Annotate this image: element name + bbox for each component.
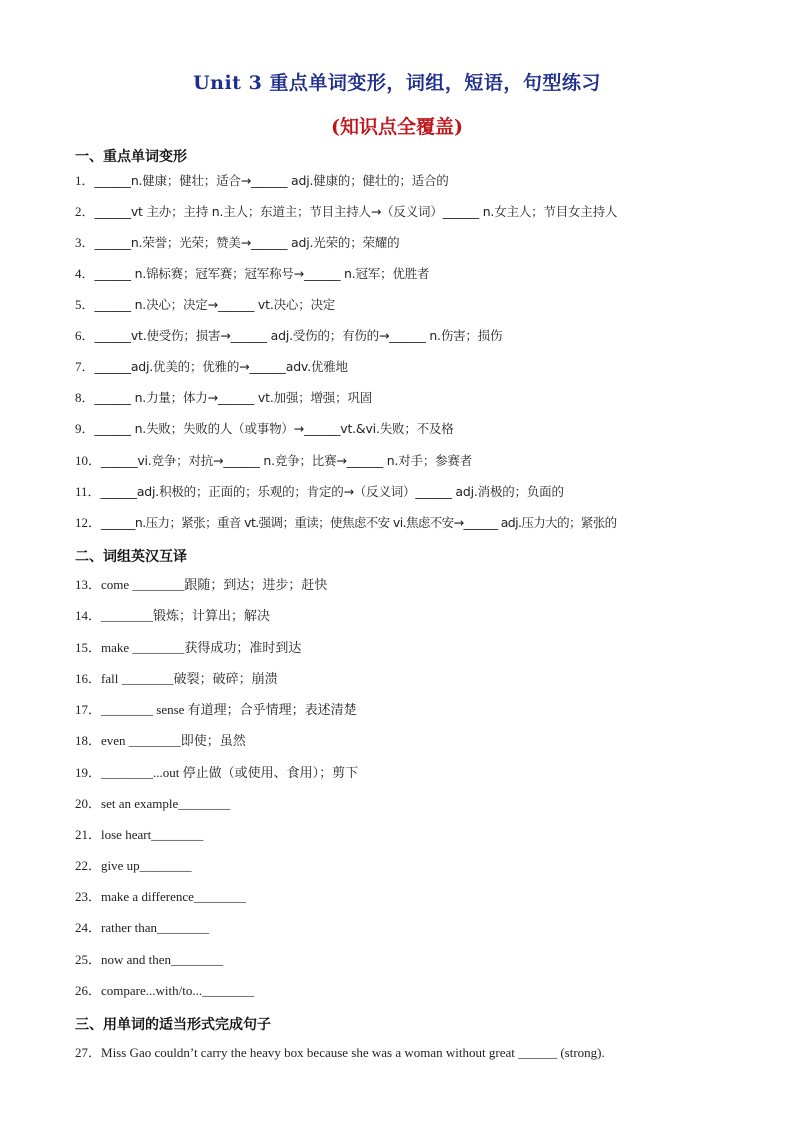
item-text: ________ sense 有道理；合乎情理；表述清楚 <box>101 702 357 717</box>
item-number: 13． <box>75 577 102 592</box>
exercise-item <box>75 920 209 936</box>
exercise-item <box>75 1045 605 1061</box>
item-number: 15． <box>75 640 102 655</box>
item-text: ______vt.使受伤；损害→______ adj.受伤的；有伤的→______ n.伤害；损伤 <box>94 328 503 343</box>
item-number: 23． <box>75 889 102 904</box>
item-number: 8． <box>75 390 95 405</box>
item-text: make a difference________ <box>101 889 246 904</box>
item-number: 26． <box>75 983 102 998</box>
exercise-item <box>75 390 372 406</box>
item-text: now and then________ <box>101 952 224 967</box>
section-heading-sentence-completion: 三、用单词的适当形式完成句子 <box>75 1017 271 1033</box>
exercise-item <box>75 983 254 999</box>
page-subtitle: (知识点全覆盖) <box>331 116 463 138</box>
exercise-item <box>75 889 246 905</box>
exercise-item <box>75 733 246 749</box>
exercise-item <box>75 453 472 469</box>
item-text: come ________跟随；到达；进步；赶快 <box>101 577 328 592</box>
item-text: even ________即使；虽然 <box>101 733 246 748</box>
item-text: rather than________ <box>101 920 209 935</box>
item-text: ______ n.锦标赛；冠军赛；冠军称号→______ n.冠军；优胜者 <box>94 266 430 281</box>
exercise-item <box>75 173 449 189</box>
exercise-item <box>75 297 335 313</box>
section-heading-phrase-translation: 二、词组英汉互译 <box>75 549 187 565</box>
exercise-item <box>75 608 270 624</box>
item-number: 11． <box>75 484 101 499</box>
exercise-item <box>75 577 327 593</box>
item-number: 27． <box>75 1045 102 1060</box>
item-text: give up________ <box>101 858 192 873</box>
section-heading-word-forms: 一、重点单词变形 <box>75 149 187 165</box>
item-number: 17． <box>75 702 102 717</box>
item-number: 19． <box>75 765 102 780</box>
item-text: ______n.荣誉；光荣；赞美→______ adj.光荣的；荣耀的 <box>94 235 400 250</box>
item-text: lose heart________ <box>101 827 204 842</box>
exercise-item <box>75 235 399 251</box>
item-number: 18． <box>75 733 102 748</box>
exercise-item <box>75 702 357 718</box>
exercise-item <box>75 765 358 781</box>
item-text: ______vt 主办；主持 n.主人；东道主；节目主持人→（反义词）______ n.女主人；节目女主持人 <box>94 204 618 219</box>
page-title: Unit 3 重点单词变形，词组，短语，句型练习 <box>193 72 601 94</box>
exercise-item <box>75 328 502 344</box>
exercise-item <box>75 671 278 687</box>
item-text: ______adj.优美的；优雅的→______adv.优雅地 <box>94 359 348 374</box>
item-number: 7． <box>75 359 95 374</box>
exercise-item <box>75 421 454 437</box>
item-number: 16． <box>75 671 102 686</box>
item-number: 14． <box>75 608 102 623</box>
item-text: ________锻炼；计算出；解决 <box>101 608 271 623</box>
exercise-item <box>75 827 203 843</box>
item-number: 1． <box>75 173 95 188</box>
item-text: ______n.健康；健壮；适合→______ adj.健康的；健壮的；适合的 <box>94 173 449 188</box>
item-number: 22． <box>75 858 102 873</box>
exercise-item <box>75 952 223 968</box>
item-text: ________...out 停止做（或使用、食用）；剪下 <box>101 765 359 780</box>
exercise-item <box>75 640 301 656</box>
exercise-item <box>75 796 230 812</box>
item-number: 12． <box>75 515 102 530</box>
item-number: 4． <box>75 266 95 281</box>
item-number: 9． <box>75 421 95 436</box>
item-number: 20． <box>75 796 102 811</box>
exercise-item <box>75 515 617 531</box>
item-text: ______adj.积极的；正面的；乐观的；肯定的→（反义词）______ adj.消极的；负面的 <box>100 484 564 499</box>
exercise-item <box>75 359 348 375</box>
item-text: fall ________破裂；破碎；崩溃 <box>101 671 278 686</box>
exercise-item <box>75 266 429 282</box>
item-text: compare...with/to...________ <box>101 983 255 998</box>
exercise-item <box>75 204 617 220</box>
item-number: 21． <box>75 827 102 842</box>
item-text: ______ n.力量；体力→______ vt.加强；增强；巩固 <box>94 390 373 405</box>
item-number: 5． <box>75 297 95 312</box>
item-text: make ________获得成功；准时到达 <box>101 640 302 655</box>
item-text: ______vi.竞争；对抗→______ n.竞争；比赛→______ n.对手；参赛者 <box>101 453 473 468</box>
item-text: ______n.压力；紧张；重音 vt.强调；重读；使焦虑不安 vi.焦虑不安→______ adj.压力大的；紧张的 <box>101 515 617 530</box>
item-number: 6． <box>75 328 95 343</box>
item-text: ______ n.失败；失败的人（或事物）→______vt.&vi.失败；不及格 <box>94 421 454 436</box>
item-text: set an example________ <box>101 796 231 811</box>
item-text: Miss Gao couldn’t carry the heavy box because she was a woman without great ______ (strong). <box>101 1045 605 1060</box>
item-number: 2． <box>75 204 95 219</box>
exercise-item <box>75 484 564 500</box>
item-number: 3． <box>75 235 95 250</box>
item-number: 24． <box>75 920 102 935</box>
item-text: ______ n.决心；决定→______ vt.决心；决定 <box>94 297 336 312</box>
item-number: 10． <box>75 453 102 468</box>
item-number: 25． <box>75 952 102 967</box>
exercise-item <box>75 858 192 874</box>
